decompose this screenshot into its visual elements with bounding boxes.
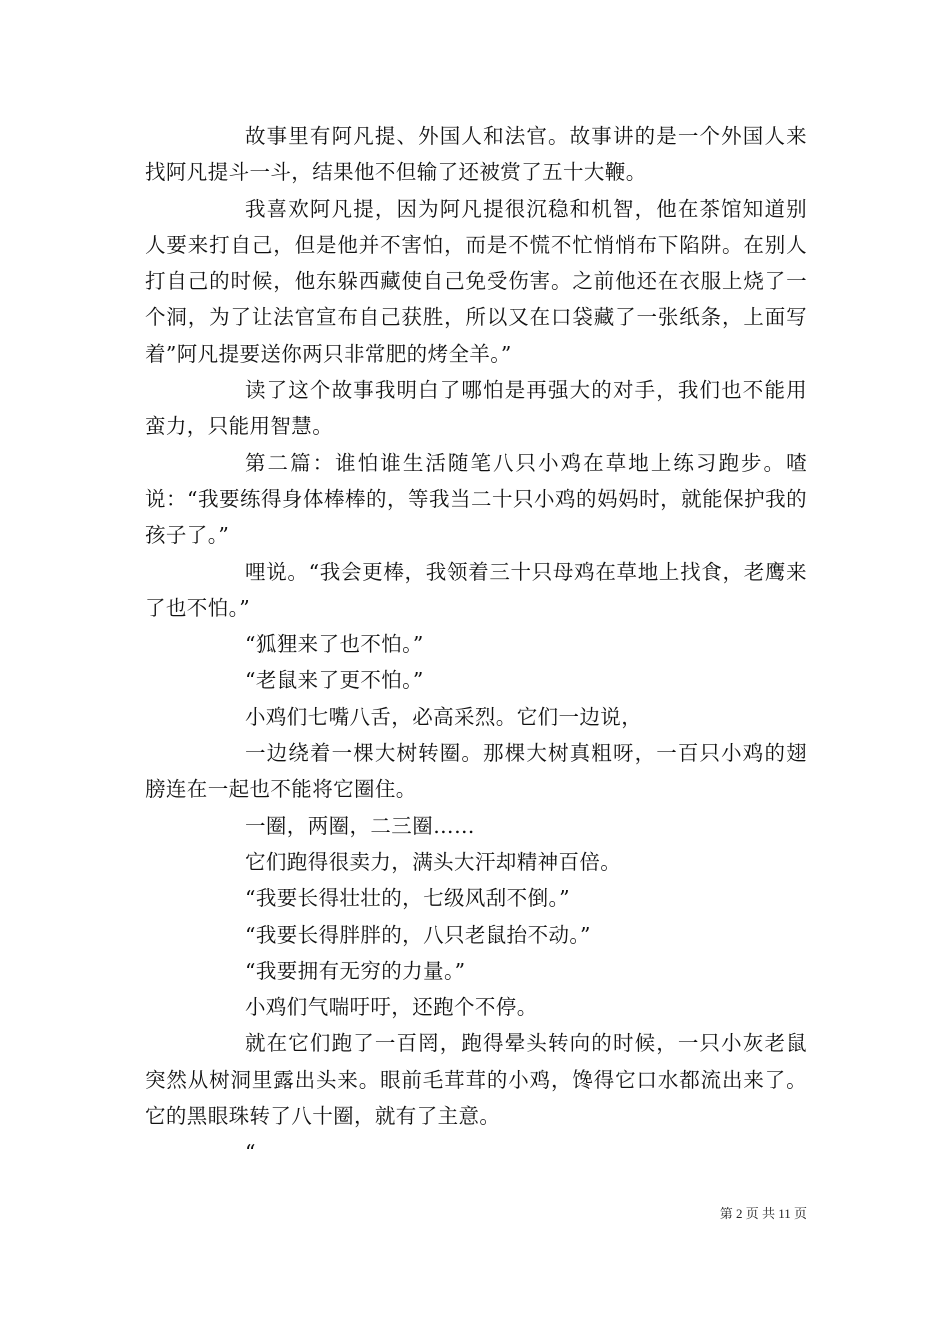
paragraph: 小鸡们七嘴八舌，必高采烈。它们一边说， [245, 704, 643, 729]
paragraph: 它们跑得很卖力，满头大汗却精神百倍。 [245, 849, 622, 874]
paragraph: 一边绕着一棵大树转圈。那棵大树真粗呀，一百只小鸡的翅膀连在一起也不能将它圈住。 [145, 741, 807, 802]
document-body [145, 118, 807, 1171]
paragraph: “老鼠来了更不怕。” [245, 668, 424, 693]
paragraph: “狐狸来了也不怕。” [245, 632, 424, 657]
paragraph: 第二篇：谁怕谁生活随笔八只小鸡在草地上练习跑步。喳说：“我要练得身体棒棒的，等我当二十只小鸡的妈妈时，就能保护我的孩子了。” [145, 450, 807, 548]
paragraph: “我要拥有无穷的力量。” [245, 958, 466, 983]
paragraph: 一圈，两圈，二三圈…… [245, 813, 475, 838]
paragraph: 就在它们跑了一百罔，跑得晕头转向的时候，一只小灰老鼠突然从树洞里露出头来。眼前毛茸茸的小鸡，馋得它口水都流出来了。它的黑眼珠转了八十圈，就有了主意。 [145, 1031, 807, 1129]
paragraph: 小鸡们气喘吁吁，还跑个不停。 [245, 995, 538, 1020]
paragraph: “ [245, 1140, 256, 1165]
paragraph: “我要长得胖胖的，八只老鼠抬不动。” [245, 922, 591, 947]
paragraph: 我喜欢阿凡提，因为阿凡提很沉稳和机智，他在茶馆知道别人要来打自己，但是他并不害怕，而是不慌不忙悄悄布下陷阱。在别人打自己的时候，他东躲西藏使自己免受伤害。之前他还在衣服上烧了一个洞，为了让法官宣布自己获胜，所以又在口袋藏了一张纸条，上面写着”阿凡提要送你两只非常肥的烤全羊。” [145, 196, 807, 366]
paragraph: 哩说。“我会更棒，我领着三十只母鸡在草地上找食，老鹰来了也不怕。” [145, 559, 807, 620]
paragraph: 读了这个故事我明白了哪怕是再强大的对手，我们也不能用蛮力，只能用智慧。 [145, 378, 807, 439]
paragraph: 故事里有阿凡提、外国人和法官。故事讲的是一个外国人来找阿凡提斗一斗，结果他不但输了还被赏了五十大鞭。 [145, 124, 807, 185]
paragraph: “我要长得壮壮的，七级风刮不倒。” [245, 886, 571, 911]
page-number-footer: 第 2 页 共 11 页 [719, 1206, 807, 1221]
